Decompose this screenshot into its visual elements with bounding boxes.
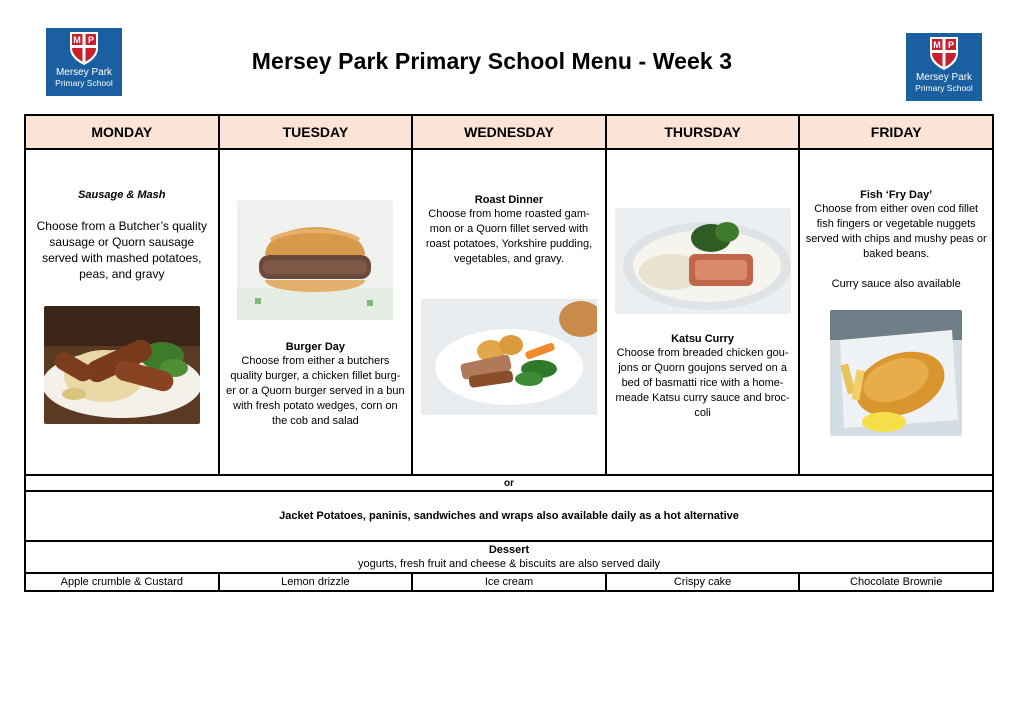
day-header-friday: FRIDAY bbox=[799, 115, 993, 149]
monday-dish-description: Choose from a Butcher’s quality sausage or Quorn sausage served with mashed potatoes, peas, and gravy bbox=[36, 219, 207, 281]
dessert-item-thursday: Crispy cake bbox=[606, 573, 800, 591]
svg-text:M: M bbox=[933, 40, 941, 50]
shield-icon bbox=[926, 35, 962, 71]
dessert-subtitle: yogurts, fresh fruit and cheese & biscuits are also served daily bbox=[357, 558, 661, 570]
or-row bbox=[25, 475, 993, 491]
day-header-monday: MONDAY bbox=[25, 115, 219, 149]
dessert-item-wednesday: Ice cream bbox=[412, 573, 606, 591]
svg-text:P: P bbox=[87, 35, 95, 45]
fish-chips-photo bbox=[830, 310, 962, 436]
day-header-thursday: THURSDAY bbox=[606, 115, 800, 149]
thursday-dish-title: Katsu Curry bbox=[671, 333, 735, 345]
day-header-wednesday: WEDNESDAY bbox=[412, 115, 606, 149]
menu-row bbox=[25, 149, 993, 475]
sausage-mash-photo bbox=[44, 306, 200, 424]
wednesday-dish-description: Choose from home roasted gam-mon or a Quorn fillet served with roast potatoes, Yorkshire pudding, vegetables, and gravy. bbox=[425, 208, 593, 265]
friday-extra-note: Curry sauce also available bbox=[831, 278, 961, 290]
wednesday-dish-title: Roast Dinner bbox=[474, 194, 544, 206]
friday-cell bbox=[799, 149, 993, 475]
day-header-tuesday: TUESDAY bbox=[219, 115, 413, 149]
dessert-items-row bbox=[25, 573, 993, 591]
day-header-row bbox=[25, 115, 993, 149]
tuesday-cell bbox=[219, 149, 413, 475]
burger-photo bbox=[237, 200, 393, 320]
dessert-item-tuesday: Lemon drizzle bbox=[219, 573, 413, 591]
thursday-dish-description: Choose from breaded chicken gou-jons or Quorn goujons served on a bed of basmatti rice with a home-meade Katsu curry sauce and broc-coli bbox=[615, 347, 790, 419]
monday-cell bbox=[25, 149, 219, 475]
dessert-title: Dessert bbox=[488, 544, 530, 556]
logo-subtitle: Primary School bbox=[915, 83, 973, 93]
dessert-row bbox=[25, 541, 993, 573]
dessert-item-monday: Apple crumble & Custard bbox=[25, 573, 219, 591]
svg-text:M: M bbox=[73, 35, 81, 45]
roast-dinner-photo bbox=[421, 299, 597, 415]
thursday-cell bbox=[606, 149, 800, 475]
or-label: or bbox=[25, 475, 993, 491]
dessert-cell bbox=[25, 541, 993, 573]
logo-name: Mersey Park bbox=[915, 72, 973, 83]
logo-name: Mersey Park bbox=[55, 67, 113, 78]
logo-subtitle: Primary School bbox=[55, 78, 113, 88]
tuesday-dish-title: Burger Day bbox=[285, 341, 346, 353]
friday-dish-description: Choose from either oven cod fillet fish fingers or vegetable nuggets served with chips and mushy peas or baked beans. bbox=[805, 203, 987, 260]
menu-table bbox=[24, 114, 994, 592]
svg-text:P: P bbox=[947, 40, 955, 50]
dessert-item-friday: Chocolate Brownie bbox=[799, 573, 993, 591]
alternative-row bbox=[25, 491, 993, 541]
friday-dish-title: Fish ‘Fry Day’ bbox=[860, 189, 933, 201]
monday-dish-title: Sausage & Mash bbox=[78, 189, 166, 201]
alternative-text: Jacket Potatoes, paninis, sandwiches and wraps also available daily as a hot alternative bbox=[25, 491, 993, 541]
katsu-curry-photo bbox=[615, 208, 791, 314]
tuesday-dish-description: Choose from either a butchers quality burger, a chicken fillet burg-er or a Quorn burger served in a bun with fresh potato wedges, corn on the cob and salad bbox=[226, 355, 405, 427]
school-logo-right bbox=[906, 33, 982, 101]
page-title: Mersey Park Primary School Menu - Week 3 bbox=[251, 48, 733, 74]
wednesday-cell bbox=[412, 149, 606, 475]
